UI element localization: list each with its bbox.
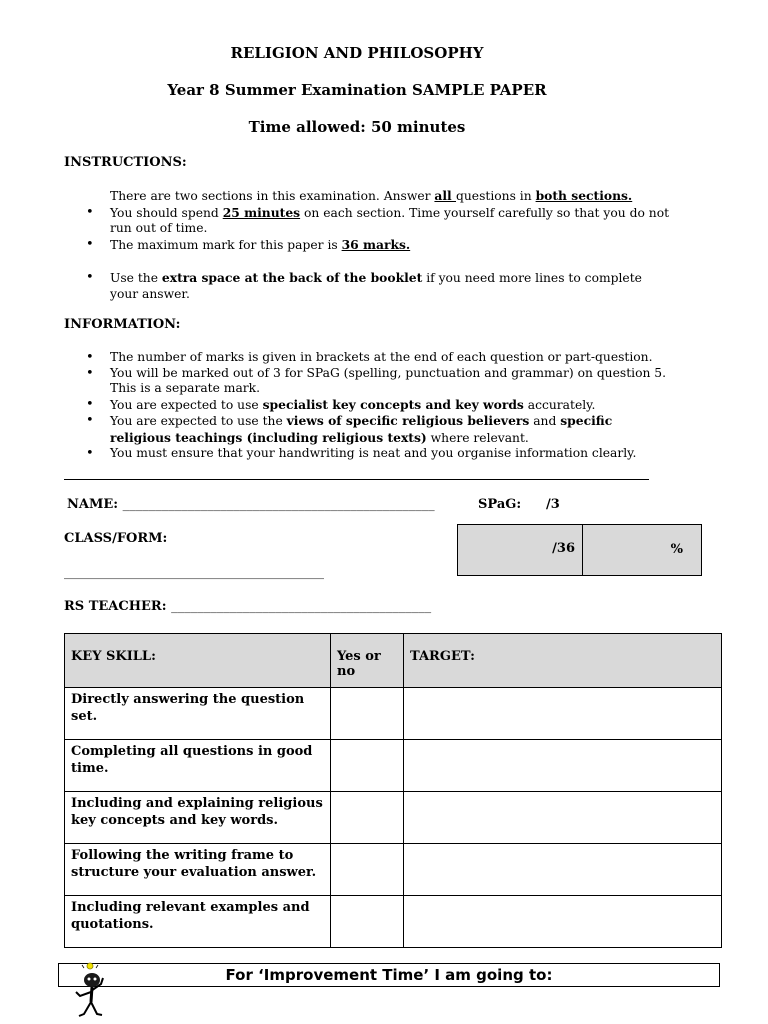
information-text: You must ensure that your handwriting is neat and you organise information clearly. — [110, 446, 637, 460]
header-key-skill: KEY SKILL: — [65, 634, 331, 688]
section-divider — [64, 479, 649, 480]
key-skills-table — [64, 633, 722, 948]
information-text: You are expected to use — [110, 397, 263, 412]
header-yes-or-no: Yes or no — [331, 634, 404, 688]
information-heading: INFORMATION: — [64, 317, 181, 332]
instruction-text: Use the — [110, 271, 162, 285]
table-row — [65, 844, 722, 896]
instruction-emphasis: 36 marks. — [341, 236, 411, 252]
information-item — [64, 366, 670, 397]
class-form-label: CLASS/FORM: — [64, 531, 168, 546]
paper-title: RELIGION AND PHILOSOPHY — [230, 44, 484, 62]
improvement-time-label: For ‘Improvement Time’ I am going to: — [225, 966, 553, 984]
name-label: NAME: — [67, 497, 123, 512]
information-text: where relevant. — [426, 430, 529, 445]
yes-no-cell[interactable] — [331, 844, 404, 896]
rs-teacher-label: RS TEACHER: — [64, 599, 172, 614]
instruction-text: if you need more lines to complete your answer. — [110, 271, 642, 301]
instruction-text: questions in — [456, 189, 536, 203]
information-list — [64, 350, 670, 462]
instruction-item — [64, 205, 670, 237]
instruction-text: You should spend — [110, 205, 223, 220]
instruction-item — [64, 188, 670, 205]
instruction-text: on each section. Time yourself carefully so that you do not run out of time. — [110, 205, 670, 235]
instruction-item — [64, 270, 670, 302]
skill-cell: Including and explaining religious key concepts and key words. — [65, 792, 331, 844]
name-line[interactable]: ________________________________________________ — [122, 497, 435, 512]
rs-teacher-line[interactable]: ________________________________________ — [171, 599, 432, 614]
improvement-time-box[interactable] — [58, 963, 720, 987]
skill-cell: Following the writing frame to structure your evaluation answer. — [65, 844, 331, 896]
instruction-emphasis: extra space at the back of the booklet — [161, 270, 423, 285]
target-cell[interactable] — [404, 896, 722, 948]
yes-no-cell[interactable] — [331, 740, 404, 792]
target-cell[interactable] — [404, 792, 722, 844]
header-target: TARGET: — [404, 634, 722, 688]
table-row — [65, 792, 722, 844]
yes-no-cell[interactable] — [331, 688, 404, 740]
instructions-heading: INSTRUCTIONS: — [64, 155, 187, 170]
instruction-emphasis: all — [434, 188, 457, 203]
total-score: /36 — [552, 541, 575, 556]
spag-label: SPaG: — [478, 497, 522, 512]
information-item — [64, 446, 670, 462]
yes-no-cell[interactable] — [331, 792, 404, 844]
information-text: accurately. — [523, 397, 596, 412]
information-item — [64, 350, 670, 366]
skill-cell: Directly answering the question set. — [65, 688, 331, 740]
instructions-list — [64, 188, 670, 302]
information-item — [64, 413, 670, 446]
skill-cell: Completing all questions in good time. — [65, 740, 331, 792]
paper-subtitle: Year 8 Summer Examination SAMPLE PAPER — [167, 81, 547, 99]
rs-teacher-field[interactable] — [64, 599, 431, 614]
instruction-text: There are two sections in this examination. Answer — [110, 189, 435, 203]
target-cell[interactable] — [404, 688, 722, 740]
spag-score: /3 — [546, 497, 560, 512]
percent-box — [582, 524, 702, 576]
instruction-text: The maximum mark for this paper is — [110, 237, 342, 252]
class-form-line[interactable]: ________________________________________ — [64, 565, 324, 580]
total-score-box — [457, 524, 584, 576]
instruction-item — [64, 237, 670, 254]
time-allowed: Time allowed: 50 minutes — [248, 118, 466, 136]
information-text: You will be marked out of 3 for SPaG (spelling, punctuation and grammar) on question 5. This is a separate mark. — [110, 365, 667, 395]
instruction-emphasis: 25 minutes — [222, 204, 301, 220]
table-row — [65, 688, 722, 740]
table-row — [65, 896, 722, 948]
table-row — [65, 740, 722, 792]
information-text: You are expected to use the — [110, 414, 287, 428]
information-text: The number of marks is given in brackets at the end of each question or part-question. — [110, 350, 653, 364]
instruction-emphasis: both sections. — [535, 188, 633, 203]
table-header-row — [65, 634, 722, 688]
name-field[interactable] — [67, 497, 435, 512]
information-emphasis: specific religious teachings (including religious texts) — [110, 413, 613, 445]
thinking-figure-icon — [70, 962, 116, 1022]
target-cell[interactable] — [404, 740, 722, 792]
information-text: and — [529, 414, 561, 428]
yes-no-cell[interactable] — [331, 896, 404, 948]
percent-score: % — [670, 542, 683, 557]
information-item — [64, 397, 670, 414]
information-emphasis: specialist key concepts and key words — [262, 396, 524, 412]
skill-cell: Including relevant examples and quotations. — [65, 896, 331, 948]
information-emphasis: views of specific religious believers — [286, 413, 530, 428]
target-cell[interactable] — [404, 844, 722, 896]
